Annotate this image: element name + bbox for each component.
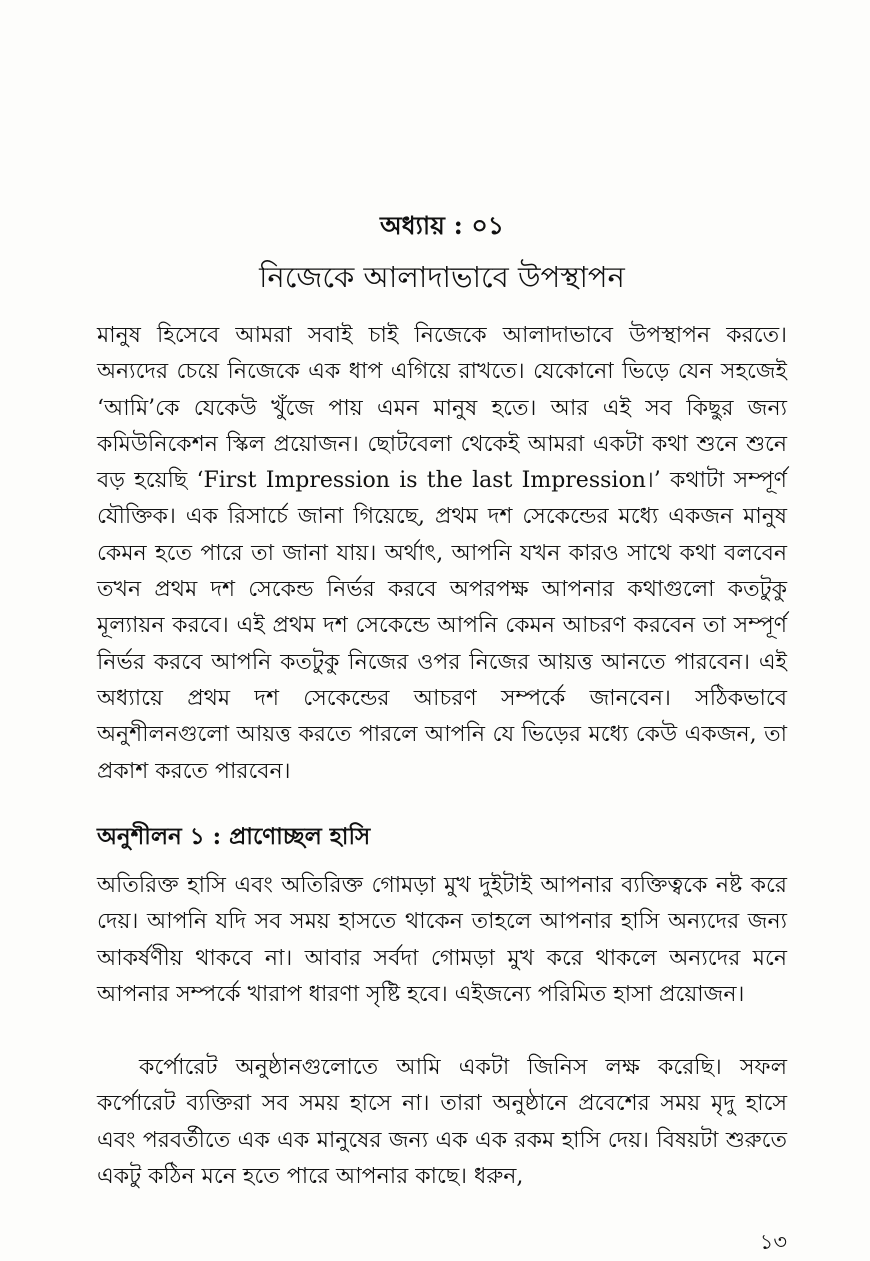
section-heading: অনুশীলন ১ : প্রাণোচ্ছল হাসি: [97, 823, 371, 850]
book-page: [97, 0, 787, 1257]
chapter-title: নিজেকে আলাদাভাবে উপস্থাপন: [259, 260, 625, 294]
page-number: ১৩: [759, 1230, 787, 1254]
chapter-label: অধ্যায় : ০১: [379, 211, 504, 240]
section-paragraph-2: কর্পোরেট অনুষ্ঠানগুলোতে আমি একটা জিনিস লক্ষ করেছি। সফল কর্পোরেট ব্যক্তিরা সব সময় হাসে না। তারা অনুষ্ঠানে প্রবেশের সময় মৃদু হাসে এবং পরবর্তীতে এক এক মানুষের জন্য এক এক রকম হাসি দেয়। বিষয়টা শুরুতে একটু কঠিন মনে হতে পারে আপনার কাছে। ধরুন,: [97, 1055, 787, 1189]
intro-paragraph: মানুষ হিসেবে আমরা সবাই চাই নিজেকে আলাদাভাবে উপস্থাপন করতে। অন্যদের চেয়ে নিজেকে এক ধাপ এগিয়ে রাখতে। যেকোনো ভিড়ে যেন সহজেই ‘আমি’কে যেকেউ খুঁজে পায় এমন মানুষ হতে। আর এই সব কিছুর জন্য কমিউনিকেশন স্কিল প্রয়োজন। ছোটবেলা থেকেই আমরা একটা কথা শুনে শুনে বড় হয়েছি ‘First Impression is the last Impression।’ কথাটা সম্পূর্ণ যৌক্তিক। এক রিসার্চে জানা গিয়েছে, প্রথম দশ সেকেন্ডের মধ্যে একজন মানুষ কেমন হতে পারে তা জানা যায়। অর্থাৎ, আপনি যখন কারও সাথে কথা বলবেন তখন প্রথম দশ সেকেন্ড নির্ভর করবে অপরপক্ষ আপনার কথাগুলো কতটুকু মূল্যায়ন করবে। এই প্রথম দশ সেকেন্ডে আপনি কেমন আচরণ করবেন তা সম্পূর্ণ নির্ভর করবে আপনি কতটুকু নিজের ওপর নিজের আয়ত্ত আনতে পারবেন। এই অধ্যায়ে প্রথম দশ সেকেন্ডের আচরণ সম্পর্কে জানবেন। সঠিকভাবে অনুশীলনগুলো আয়ত্ত করতে পারলে আপনি যে ভিড়ের মধ্যে কেউ একজন, তা প্রকাশ করতে পারবেন।: [97, 323, 787, 784]
section-paragraph-1: অতিরিক্ত হাসি এবং অতিরিক্ত গোমড়া মুখ দুইটাই আপনার ব্যক্তিত্বকে নষ্ট করে দেয়। আপনি যদি সব সময় হাসতে থাকেন তাহলে আপনার হাসি অন্যদের জন্য আকর্ষণীয় থাকবে না। আবার সর্বদা গোমড়া মুখ করে থাকলে অন্যদের মনে আপনার সম্পর্কে খারাপ ধারণা সৃষ্টি হবে। এইজন্যে পরিমিত হাসা প্রয়োজন।: [97, 873, 787, 1007]
